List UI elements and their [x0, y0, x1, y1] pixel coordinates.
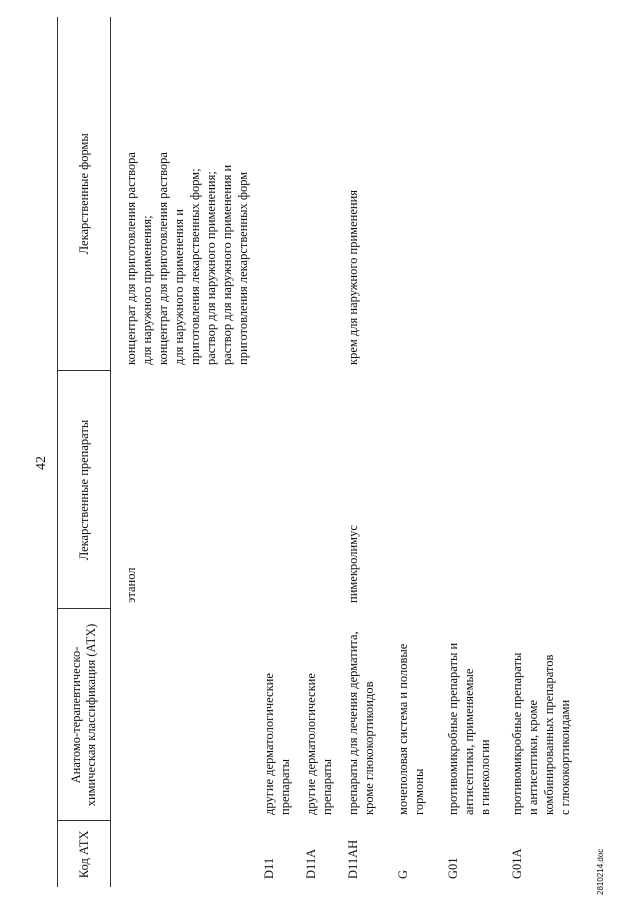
- header-atc-code: Код АТХ: [58, 821, 111, 887]
- table-row: [255, 17, 297, 887]
- forms-cell: [255, 17, 297, 371]
- forms-cell: [389, 17, 439, 371]
- drug-cell: [503, 371, 583, 609]
- table-row: [339, 17, 389, 887]
- table-row: [439, 17, 503, 887]
- drug-cell: [297, 371, 339, 609]
- forms-cell: [439, 17, 503, 371]
- drug-cell: этанол: [124, 567, 138, 603]
- drug-cell: [255, 371, 297, 609]
- atc-code-cell: D11: [262, 857, 276, 879]
- table-row: [297, 17, 339, 887]
- drug-cell: [439, 371, 503, 609]
- atc-code-cell: D11A: [304, 848, 318, 879]
- classification-cell: противомикробные препараты и антисептики, применяемые в гинекологии: [446, 642, 492, 815]
- classification-cell: другие дерматологические препараты: [304, 673, 334, 815]
- classification-cell: [117, 609, 255, 821]
- classification-cell: мочеполовая система и половые гормоны: [396, 643, 426, 815]
- document-code: 2810214.doc: [596, 848, 605, 895]
- drug-cell: пимекролимус: [346, 525, 360, 603]
- atc-code-cell: G01A: [510, 848, 524, 879]
- header-drugs: Лекарственные препараты: [58, 371, 111, 609]
- table-row: [117, 17, 255, 887]
- atc-code-cell: [117, 821, 255, 887]
- table-row: [389, 17, 439, 887]
- page-number: 42: [34, 456, 49, 470]
- forms-cell: концентрат для приготовления раствора для наружного применения; концентрат для приготовления раствора для наружного применения и приготовления лекарственных форм; раствор для наружного применения; раствор для наружного применения и приготовления лекарственных форм: [124, 152, 250, 365]
- atc-code-cell: G01: [446, 857, 460, 879]
- header-classification: Анатомо-терапевтическо-химическая классификация (АТХ): [58, 609, 111, 821]
- table-header-row: [58, 17, 111, 887]
- atc-code-cell: G: [396, 869, 410, 879]
- header-forms: Лекарственные формы: [58, 17, 111, 371]
- table-row: [503, 17, 583, 887]
- drug-cell: [389, 371, 439, 609]
- forms-cell: крем для наружного применения: [346, 189, 360, 365]
- classification-cell: противомикробные препараты и антисептики, кроме комбинированных препаратов с глюкокортикоидами: [510, 652, 572, 815]
- forms-cell: [503, 17, 583, 371]
- classification-cell: препараты для лечения дерматита, кроме глюкокортикоидов: [346, 631, 376, 815]
- forms-cell: [297, 17, 339, 371]
- atc-table: [57, 17, 583, 887]
- atc-code-cell: D11AH: [346, 839, 360, 879]
- classification-cell: другие дерматологические препараты: [262, 673, 292, 815]
